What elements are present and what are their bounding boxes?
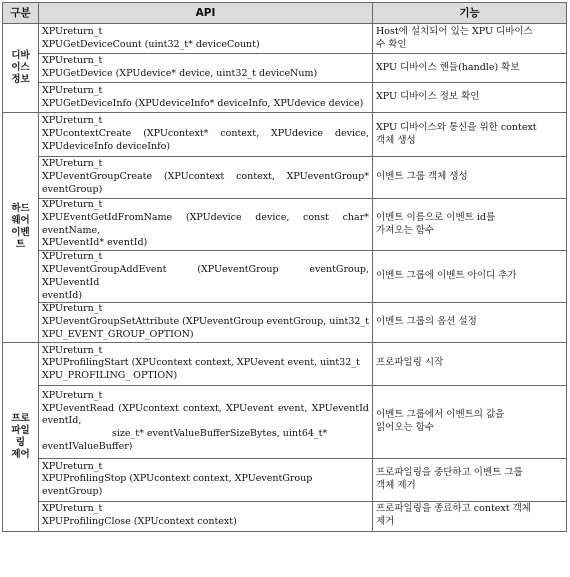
table-row [3,24,567,54]
function-description-text: 이벤트 그룹의 옵션 설정 [376,316,477,328]
function-description-cell [373,303,567,342]
category-text: 파일 [11,424,30,436]
api-signature-text: XPUEventGetIdFromName (XPUdevice device, const char* eventName, [42,211,369,236]
table-row [3,83,567,113]
api-return-type: XPUreturn_t [42,84,103,96]
api-return-type: XPUreturn_t [42,503,103,515]
function-description-text: 수 확인 [376,38,407,50]
category-text: 디바 [11,50,30,61]
api-signature-text: XPUGetDeviceInfo (XPUdeviceInfo* deviceInfo, XPUdevice device) [42,97,364,109]
api-return-type: XPUreturn_t [42,460,103,472]
api-signature-text: XPUProfilingClose (XPUcontext context) [42,516,237,528]
function-description-text: XPU 디바이스 정보 확인 [376,91,480,103]
api-signature-text: size_t* eventValueBufferSizeBytes, uint64_t* [112,428,328,440]
api-signature-cell [39,83,373,113]
function-description-text: 가져오는 함수 [376,224,435,236]
api-signature-cell [39,199,373,251]
function-description-cell [373,83,567,113]
function-description-cell [373,157,567,199]
table-row [3,251,567,303]
table-row [3,54,567,83]
api-signature-text: eventIValueBuffer) [42,440,133,452]
table-header-row [3,3,567,24]
function-description-text: 이벤트 그룹에서 이벤트의 값을 [376,408,505,420]
table-row [3,458,567,501]
api-signature-cell [39,24,373,54]
function-description-text: 객체 생성 [376,134,416,146]
api-signature-text: eventId) [42,289,83,301]
api-signature-text: XPUGetDeviceCount (uint32_t* deviceCount) [42,38,260,50]
function-description-cell [373,24,567,54]
table-row [3,385,567,458]
table-row [3,501,567,531]
api-signature-cell [39,113,373,157]
function-description-text: Host에 설치되어 있는 XPU 디바이스 [376,25,533,37]
function-description-cell [373,458,567,501]
api-signature-cell [39,458,373,501]
function-description-cell [373,199,567,251]
api-return-type: XPUreturn_t [42,25,103,37]
function-description-text: 이벤트 그룹에 이벤트 아이디 추가 [376,270,517,282]
category-cell [3,342,39,531]
api-signature-text: eventId, [42,415,82,427]
api-signature-cell [39,342,373,385]
api-signature-cell [39,157,373,199]
api-signature-text: XPUeventGroupSetAttribute (XPUeventGroup eventGroup, uint32_t [42,316,369,328]
category-text: 웨어 [11,215,30,227]
api-return-type: XPUreturn_t [42,199,103,210]
function-description-text: 읽어오는 함수 [376,421,435,433]
api-signature-cell [39,251,373,303]
category-cell [3,24,39,113]
api-signature-cell [39,501,373,531]
api-signature-cell [39,54,373,83]
function-description-text: 이벤트 이름으로 이벤트 id를 [376,211,496,223]
table-row [3,199,567,251]
category-text: 트 [15,239,26,251]
table-row [3,113,567,157]
category-text: 링 [15,436,26,448]
api-return-type: XPUreturn_t [42,389,103,401]
category-text: 프로 [11,412,30,424]
api-return-type: XPUreturn_t [42,303,103,315]
table-row [3,157,567,199]
function-description-text: 프로파일링 시작 [376,357,444,369]
category-text: 제어 [11,448,30,460]
function-description-text: 프로파일링을 중단하고 이벤트 그룹 [376,466,523,478]
category-text: 하드 [11,203,30,215]
table-row [3,342,567,385]
api-signature-text: XPUGetDevice (XPUdevice* device, uint32_t deviceNum) [42,68,318,79]
api-signature-text: XPUdeviceInfo deviceInfo) [42,140,171,152]
header-category: 구분 [3,3,39,24]
function-description-text: XPU 디바이스 핸들(handle) 확보 [376,61,520,73]
api-table [2,2,567,532]
api-signature-text: XPU_EVENT_GROUP_OPTION) [42,328,194,340]
api-signature-cell [39,303,373,342]
api-return-type: XPUreturn_t [42,158,103,170]
api-return-type: XPUreturn_t [42,115,103,127]
api-return-type: XPUreturn_t [42,344,103,356]
function-description-cell [373,251,567,303]
function-description-text: 제거 [376,516,395,528]
api-signature-text: XPU_PROFILING_ OPTION) [42,370,178,382]
category-text: 이벤 [11,227,30,239]
api-signature-text: XPUeventRead (XPUcontext context, XPUevent event, XPUeventId [42,402,369,414]
function-description-cell [373,113,567,157]
api-signature-cell [39,385,373,458]
category-text: 이스 [11,62,30,73]
table-body [3,24,567,532]
header-api: API [39,3,373,24]
api-signature-text: eventGroup) [42,183,103,195]
header-function: 기능 [373,3,567,24]
api-table-container [2,2,566,532]
api-signature-text: XPUeventGroupCreate (XPUcontext context, XPUeventGroup* [42,171,369,183]
category-text: 정보 [11,74,30,85]
function-description-text: 프로파일링을 종료하고 context 객체 [376,503,531,515]
function-description-text: XPU 디바이스와 통신을 위한 context [376,121,537,133]
function-description-cell [373,54,567,83]
table-row [3,303,567,342]
function-description-cell [373,342,567,385]
function-description-cell [373,501,567,531]
api-signature-text: XPUeventGroupAddEvent (XPUeventGroup eventGroup, XPUeventId [42,263,369,288]
function-description-text: 이벤트 그룹 객체 생성 [376,171,468,183]
api-return-type: XPUreturn_t [42,251,103,263]
api-signature-text: XPUProfilingStart (XPUcontext context, XPUevent event, uint32_t [42,357,360,369]
category-cell [3,113,39,343]
function-description-cell [373,385,567,458]
api-signature-text: XPUcontextCreate (XPUcontext* context, XPUdevice device, [42,128,369,140]
api-return-type: XPUreturn_t [42,55,103,67]
api-signature-text: XPUProfilingStop (XPUcontext context, XPUeventGroup eventGroup) [42,473,313,498]
api-signature-text: XPUeventId* eventId) [42,237,148,249]
function-description-text: 객체 제거 [376,479,416,491]
